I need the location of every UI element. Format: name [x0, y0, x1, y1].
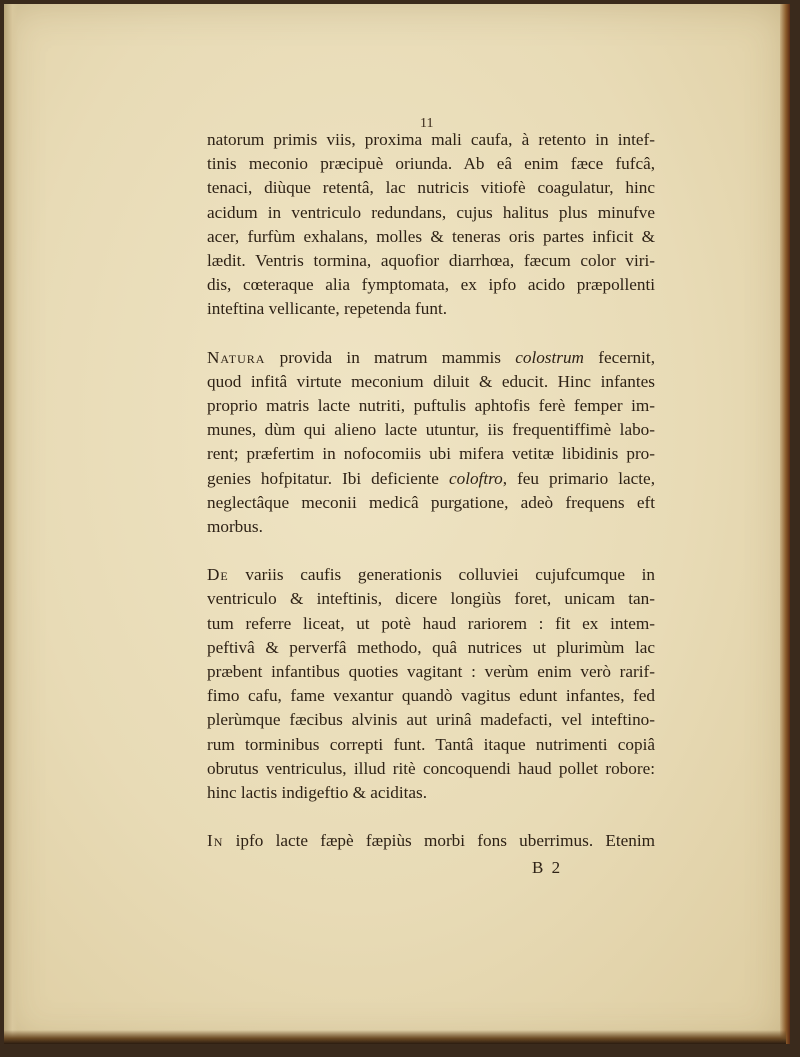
- text-line-rest: ipfo lacte fæpè fæpiùs morbi fons uberrimus. Etenim: [223, 831, 655, 851]
- paragraph-2: [207, 346, 655, 540]
- text-line: tenaci, diùque retentâ, lac nutricis vitiofè coagulatur, hinc: [207, 178, 655, 198]
- text-line: tinis meconio præcipuè oriunda. Ab eâ enim fæce fufcâ,: [207, 154, 655, 174]
- italic-term: coloftro: [448, 468, 503, 488]
- text-line: obrutus ventriculus, illud ritè concoquendi haud pollet robore:: [207, 758, 655, 778]
- text-line-rest: provida in matrum mammis colostrum fecernit,: [265, 347, 655, 367]
- lead-word: De: [207, 565, 229, 585]
- text-line: peftivâ & perverfâ methodo, quâ nutrices ut plurimùm lac: [207, 637, 655, 657]
- text-line: lædit. Ventris tormina, aquofior diarrhœa, fæcum color viri-: [207, 251, 655, 271]
- lead-word: In: [207, 831, 224, 851]
- text-line: hinc lactis indigeftio & aciditas.: [207, 783, 428, 803]
- text-line: plerùmque fæcibus alvinis aut urinâ madefacti, vel inteftino-: [207, 710, 655, 730]
- text-line: quod infitâ virtute meconium diluit & educit. Hinc infantes: [207, 371, 655, 391]
- page-number: 11: [420, 116, 434, 131]
- text-line: acidum in ventriculo redundans, cujus halitus plus minufve: [207, 202, 655, 222]
- text-line: [207, 346, 655, 370]
- text-line-rest: variis caufis generationis colluviei cujufcumque in: [228, 565, 655, 585]
- text-line: inteftina vellicante, repetenda funt.: [207, 299, 448, 319]
- lead-word: Natura: [207, 347, 266, 367]
- text-line: neglectâque meconii medicâ purgatione, adeò frequens eft: [207, 492, 655, 512]
- text-line: morbus.: [207, 517, 263, 537]
- paragraph-3: [207, 563, 655, 805]
- body-text: [207, 128, 655, 853]
- page-spine-shadow: [4, 4, 18, 1044]
- italic-term: colostrum: [515, 347, 584, 367]
- text-line: fimo cafu, fame vexantur quandò vagitus edunt infantes, fed: [207, 686, 655, 706]
- text-line: rum torminibus correpti funt. Tantâ itaque nutrimenti copiâ: [207, 734, 655, 754]
- text-line: munes, dùm qui alieno lacte utuntur, iis frequentiffimè labo-: [207, 420, 655, 440]
- text-line: tum referre liceat, ut potè haud rariorem : fit ex intem-: [207, 613, 655, 633]
- paragraph-4: [207, 829, 655, 853]
- text-line: rent; præfertim in nofocomiis ubi mifera vetitæ libidinis pro-: [207, 444, 655, 464]
- text-line: natorum primis viis, proxima mali caufa, à retento in intef-: [207, 130, 655, 149]
- text-line: præbent infantibus quoties vagitant : verùm enim verò rarif-: [207, 662, 655, 682]
- text-line: acer, furfùm exhalans, molles & teneras oris partes inficit &: [207, 226, 655, 246]
- page-bottom-edge: [4, 1030, 786, 1044]
- page-edge-right: [780, 4, 790, 1044]
- text-line: genies hofpitatur. Ibi deficiente coloftro, feu primario lacte,: [207, 468, 655, 488]
- text-line: ventriculo & inteftinis, dicere longiùs foret, unicam tan-: [207, 589, 655, 609]
- text-line: [207, 563, 655, 587]
- text-line: dis, cœteraque alia fymptomata, ex ipfo acido præpollenti: [207, 275, 655, 295]
- text-line: [207, 829, 655, 853]
- signature-mark: B 2: [532, 858, 563, 877]
- paragraph-1: [207, 128, 655, 322]
- text-line: proprio matris lacte nutriti, puftulis aphtofis ferè femper im-: [207, 396, 655, 416]
